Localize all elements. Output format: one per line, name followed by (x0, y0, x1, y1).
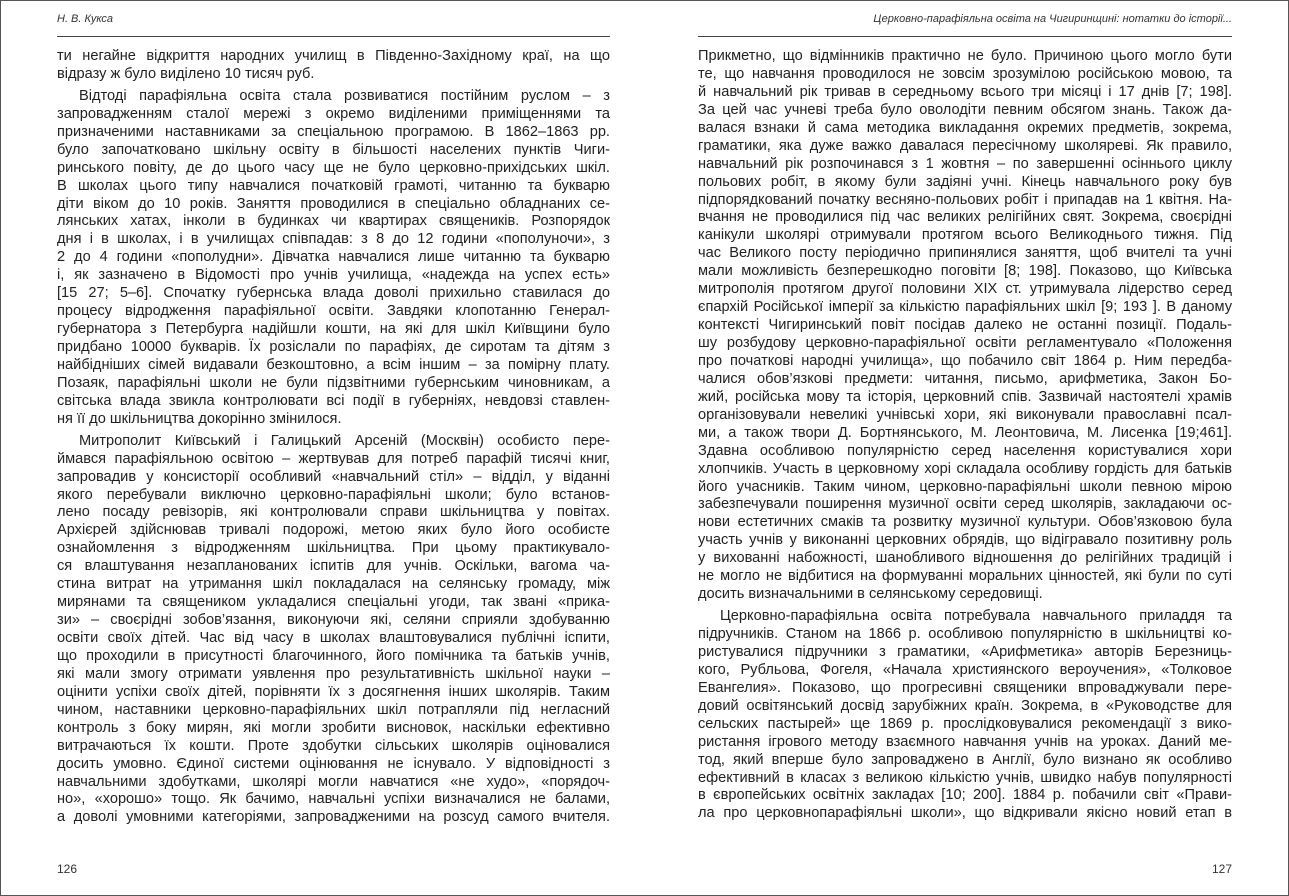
text-line: оцінити успіхи своїх дітей, порівняти їх з досягнення інших школярів. Таким (57, 683, 610, 700)
text-line: дня і в школах, і в училищах співпадав: з 8 до 12 години «пополуночи», з (57, 231, 610, 248)
text-line: ефективний в класах з великою кількістю учнів, швидко набув популярності (698, 769, 1232, 786)
text-line: запровадив у консисторії особливий «навчальний стіл» – відділ, у віданні (57, 468, 610, 485)
text-line: Здавна особливою популярністю серед населення користувалися хори (698, 442, 1232, 459)
text-line: контексті Чигиринський повіт посідав далеко не останні позиції. Подаль- (698, 317, 1232, 334)
text-line: навчальний рік розпочинався з 1 жовтня – по завершенні осіннього циклу (698, 155, 1232, 172)
page-body (57, 48, 610, 831)
text-line: Відтоді парафіяльна освіта стала розвиватися постійним руслом – з (79, 87, 610, 104)
text-line: тод, який вперше було запроваджено в Англії, було визнано як особливо (698, 751, 1232, 768)
text-line: його учасників. Таким чином, церковно-парафіяльні школи певною мірою (698, 478, 1232, 495)
text-line: запровадженням сталої мережі з окремо виділеними приміщеннями та (57, 105, 610, 122)
text-line: зи» – своєрідні зобов’язання, виконуючи які, селяни сприяли здобуванню (57, 612, 610, 629)
paragraph (57, 48, 610, 84)
text-line: участь учнів у виконанні церковних обрядів, що відігравало позитивну роль (698, 532, 1232, 549)
text-line: Евангелия». Показово, що прогресивні священики впроваджували пере- (698, 679, 1232, 696)
text-line: підпорядкований початку весняно-польових робіт і припадав на 1 квітня. На- (698, 191, 1232, 208)
text-line: лено посаду ревізорів, які контролювали справи шкільництва у повітах. (57, 504, 610, 521)
page-body (698, 48, 1232, 827)
text-line: чином, наставники церковно-парафіяльних шкіл потрапляли під негласний (57, 701, 610, 718)
text-line: польових робіт, в якому були задіяні учні. Кінець навчального року був (698, 173, 1232, 190)
header-rule (698, 36, 1232, 37)
right-page (698, 0, 1232, 896)
text-line: Позаяк, парафіяльні школи не були підзвітними губернським чиновникам, а (57, 374, 610, 391)
text-line: чалися обов’язкові предмети: читання, письмо, арифметика, Закон Бо- (698, 370, 1232, 387)
text-line: мирянами та священиком укладалися спеціальні угоди, так звані «прика- (57, 594, 610, 611)
text-line: і, як зазначено в Відомості про учнів училища, «надежда на успех есть» (57, 267, 610, 284)
text-line: Архієрей здійснював тривалі подорожі, метою яких було його особисте (57, 522, 610, 539)
page-number: 126 (57, 862, 78, 876)
text-line: що проходили в присутності благочинного, його помічника та батьків учнів, (57, 647, 610, 664)
text-line: організовували невеликі учнівські хори, які виконували православні псал- (698, 406, 1232, 423)
header-rule (57, 36, 610, 37)
text-line: вчання не проводилися під час великих релігійних свят. Зокрема, своєрідні (698, 209, 1232, 226)
text-line: підручників. Станом на 1866 р. особливою популярністю в шкільництві ко- (698, 626, 1232, 642)
text-line: ристання ігрового методу взаємного навчання учнів на уроках. Даний ме- (698, 733, 1232, 750)
text-line: лянських хатах, інколи в будинках чи квартирах священиків. Розпорядок (57, 213, 610, 230)
paragraph (698, 608, 1232, 823)
text-line: забезпечували поширення музичної освіти серед школярів, закладаючи ос- (698, 496, 1232, 513)
text-line: ознайомлення з відродженням шкільництва. При цьому практикувало- (57, 540, 610, 557)
text-line: шу розбудову церковно-парафіяльної освіти регламентувало «Положення (698, 335, 1232, 351)
text-line: відразу ж було виділено 10 тисяч руб. (57, 65, 315, 82)
text-line: єпархій Російської імперії за кількістю парафіяльних шкіл [9; 193 ]. В даному (698, 299, 1232, 316)
text-line: За цей час учневі треба було оволодіти певним обсягом знань. Також да- (698, 101, 1232, 118)
text-line: призначеними наставниками за спеціальною програмою. В 1862–1863 рр. (57, 123, 610, 140)
text-line: час Великого посту періодично припинялися заняття, щоб вчителі та учні (698, 245, 1232, 262)
text-line: кого, Рубльова, Фогеля, «Начала християнского вероучения», «Толковое (698, 661, 1232, 678)
text-line: й навчальний рік тривав в середньому всього три місяці і 17 днів [7; 198]. (698, 83, 1232, 100)
text-line: освіти своїх дітей. Час від часу в школах влаштовувалися публічні іспити, (57, 630, 610, 646)
text-line: губернатора з Петербурга надійшли кошти, на які для шкіл Київщини було (57, 321, 610, 338)
text-line: канікули школярі отримували протягом всього Великоднього тижня. Під (698, 227, 1232, 244)
text-line: навчальними здобутками, школярі могли навчатися «не худо», «порядоч- (57, 773, 610, 790)
text-line: хлопчиків. Участь в церковному хорі складала особливу гордість для батьків (698, 460, 1232, 477)
text-line: діти віком до 10 років. Заняття проводилися в спеціально обладнаних се- (57, 195, 610, 212)
text-line: Церковно-парафіяльна освіта потребувала навчального приладдя та (720, 608, 1232, 625)
text-line: валася взнаки й сама методика викладання окремих предметів, зокрема, (698, 119, 1232, 136)
text-line: а доволі умовними категоріями, запровадженими на розсуд самого вчителя. (57, 809, 610, 826)
text-line: процесу відродження парафіяльної освіти. Завдяки клопотанню Генерал- (57, 303, 610, 320)
text-line: витрачаються їх кошти. Проте здобутки сільських школярів оціновалися (57, 737, 610, 754)
paragraph (57, 433, 610, 828)
text-line: те, що навчання проводилося не зовсім зрозумілою російською мовою, та (698, 65, 1232, 82)
text-line: ня її до шкільництва докорінно змінилося. (57, 410, 342, 427)
text-line: В школах цього типу навчалися початковій грамоті, читанню та букварю (57, 177, 610, 194)
text-line: граматики, яка дуже важко давалася пересічному школяреві. Як правило, (698, 137, 1232, 154)
text-line: ймався парафіяльною освітою – жертвував для потреб парафій тисячі книг, (57, 450, 610, 467)
text-line: ти негайне відкриття народних училищ в Південно-Західному краї, на що (57, 48, 610, 64)
text-line: Прикметно, що відмінників практично не було. Причиною цього могло бути (698, 48, 1232, 64)
paragraph (698, 48, 1232, 604)
text-line: 2 до 4 години «пополудни». Дівчатка навчалися лише читанню та букварю (57, 249, 610, 266)
text-line: у вихованні набожності, шанобливого відношення до релігійних традицій і (698, 550, 1232, 567)
text-line: придбано 10000 букварів. Їх розіслали по парафіях, де сиротам та дітям з (57, 339, 610, 355)
text-line: контроль з боку мирян, які могли зробити висновок, наскільки ефективно (57, 719, 610, 736)
text-line: в європейських освітніх закладах [10; 200]. 1884 р. побачили світ «Прави- (698, 787, 1232, 804)
text-line: жий, російська мову та історія, церковний спів. Зазвичай настоятелі храмів (698, 388, 1232, 405)
text-line: було започатковано шкільну освіту в більшості населених пунктів Чиги- (57, 141, 610, 158)
paragraph (57, 88, 610, 429)
left-page (57, 0, 610, 896)
text-line: но», «хорошо» тощо. Як бачимо, навчальні успіхи визначалися не балами, (57, 791, 610, 808)
text-line: Митрополит Київський і Галицький Арсеній (Москвін) особисто пере- (79, 432, 610, 449)
text-line: ристувалися підручники з граматики, «Арифметика» авторів Березниць- (698, 643, 1232, 660)
text-line: найбідніших сімей видавали безкоштовно, а всім іншим – за помірну плату. (57, 356, 610, 373)
text-line: досить умовно. Єдиної системи оцінювання не існувало. У відповідності з (57, 755, 610, 772)
text-line: стина витрат на утримання шкіл покладалася на селянську громаду, між (57, 576, 610, 593)
text-line: які мали змогу отримати уявлення про результативність шкільної науки – (57, 665, 610, 682)
text-line: досить визначальними в селянському середовищі. (698, 586, 1043, 603)
text-line: світська влада звикла контролювати всі події в губерніях, невдовзі ставлен- (57, 392, 610, 409)
page-number: 127 (1211, 862, 1232, 876)
text-line: нови естетичних смаків та розвитку музичної культури. Обов’язковою була (698, 514, 1232, 531)
text-line: ла про церковнопарафіяльні школи», що відкривали якісно новий етап в (698, 805, 1232, 822)
text-line: сельских пастырей» ще 1869 р. прослідковувалися рекомендації з вико- (698, 715, 1232, 732)
text-line: ринського повіту, де до цього часу ще не було церковно-прихідських шкіл. (57, 159, 610, 176)
running-head-title: Церковно-парафіяльна освіта на Чигиринщині: нотатки до історії... (873, 13, 1232, 25)
text-line: ся влаштування незапланованих іспитів для учнів. Оскільки, вагома ча- (57, 558, 610, 575)
text-line: митрополія протягом другої половини XIX ст. утримувала лідерство серед (698, 281, 1232, 298)
text-line: про початкові народні училища», що побачило світ 1864 р. Ним передба- (698, 352, 1232, 369)
text-line: якого перебували виключно церковно-парафіяльні школи; було встанов- (57, 486, 610, 503)
text-line: не могло не відбитися на формуванні моральних цінностей, які були по суті (698, 568, 1232, 585)
text-line: довий освітянський досвід зарубіжних країн. Зокрема, в «Руководстве для (698, 697, 1232, 714)
text-line: [15 27; 5–6]. Спочатку губернська влада доволі прихильно ставилася до (57, 285, 610, 302)
running-head-author: Н. В. Кукса (57, 13, 114, 25)
text-line: ми, а також твори Д. Бортнянського, М. Леонтовича, М. Лисенка [19;461]. (698, 424, 1232, 441)
text-line: мали можливість безперешкодно поговіти [8; 198]. Показово, що Київська (698, 263, 1232, 280)
